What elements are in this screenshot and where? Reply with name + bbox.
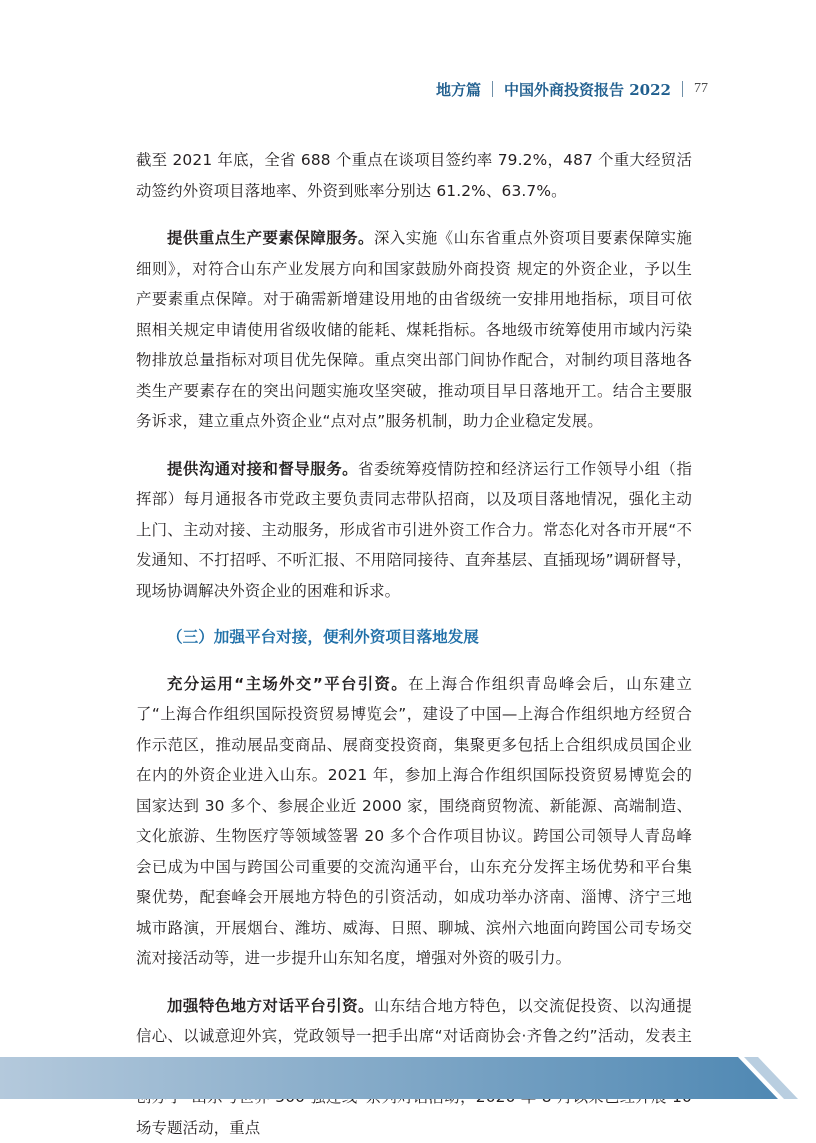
paragraph-lead: 提供沟通对接和督导服务。 [167, 460, 358, 478]
paragraph-lead: 加强特色地方对话平台引资。 [167, 997, 374, 1015]
header-section-label: 地方篇 [436, 79, 481, 100]
paragraph-text: 在上海合作组织青岛峰会后，山东建立了“上海合作组织国际投资贸易博览会”，建设了中国—上海合作组织地方经贸合作示范区，推动展品变商品、展商变投资商，集聚更多包括上合组织成员国企业在内的外资企业进入山东。2021 年，参加上海合作组织国际投资贸易博览会的国家达到 30 多个、参展企业近 2000 家，围绕商贸物流、新能源、高端制造、文化旅游、生物医疗等领域签署 20 多个合作项目协议。跨国公司领导人青岛峰会已成为中国与跨国公司重要的交流沟通平台，山东充分发挥主场优势和平台集聚优势，配套峰会开展地方特色的引资活动，如成功举办济南、淄博、济宁三地城市路演，开展烟台、潍坊、威海、日照、聊城、滨州六地面向跨国公司专场交流对接活动等，进一步提升山东知名度，增强对外资的吸引力。 [136, 675, 692, 968]
header-divider [492, 81, 493, 97]
running-header [436, 78, 708, 100]
header-divider [682, 81, 683, 97]
page-number: 77 [694, 81, 708, 97]
paragraph-lead: 提供重点生产要素保障服务。 [167, 229, 374, 247]
header-report-title: 中国外商投资报告 2022 [504, 79, 671, 100]
paragraph-text: 省委统筹疫情防控和经济运行工作领导小组（指挥部）每月通报各市党政主要负责同志带队招商，以及项目落地情况，强化主动上门、主动对接、主动服务，形成省市引进外资工作合力。常态化对各市开展“不发通知、不打招呼、不听汇报、不用陪同接待、直奔基层、直插现场”调研督导，现场协调解决外资企业的困难和诉求。 [136, 460, 692, 600]
paragraph-lead: 充分运用“主场外交”平台引资。 [167, 675, 408, 693]
paragraph-text: 深入实施《山东省重点外资项目要素保障实施细则》，对符合山东产业发展方向和国家鼓励外商投资 规定的外资企业，予以生产要素重点保障。对于确需新增建设用地的由省级统一安排用地指标，项目可依照相关规定申请使用省级收储的能耗、煤耗指标。各地级市统筹使用市域内污染物排放总量指标对项目优先保障。重点突出部门间协作配合，对制约项目落地各类生产要素存在的突出问题实施攻坚突破，推动项目早日落地开工。结合主要服务诉求，建立重点外资企业“点对点”服务机制，助力企业稳定发展。 [136, 229, 692, 430]
paragraph-text: 山东结合地方特色，以交流促投资、以沟通提信心、以诚意迎外宾，党政领导一把手出席“对话商协会·齐鲁之约”活动，发表主 场专题活动，重点 [136, 997, 692, 1137]
body-text [136, 145, 692, 1143]
paragraph [136, 223, 692, 437]
footer-decorative-band [0, 1051, 816, 1099]
section-subheading: （三）加强平台对接，便利外资项目落地发展 [136, 622, 692, 653]
paragraph [136, 669, 692, 974]
paragraph-text: 截至 2021 年底，全省 688 个重点在谈项目签约率 79.2%，487 个重大经贸活动签约外资项目落地率、外资到账率分别达 61.2%、63.7%。 [136, 151, 692, 200]
paragraph [136, 454, 692, 607]
paragraph [136, 145, 692, 206]
